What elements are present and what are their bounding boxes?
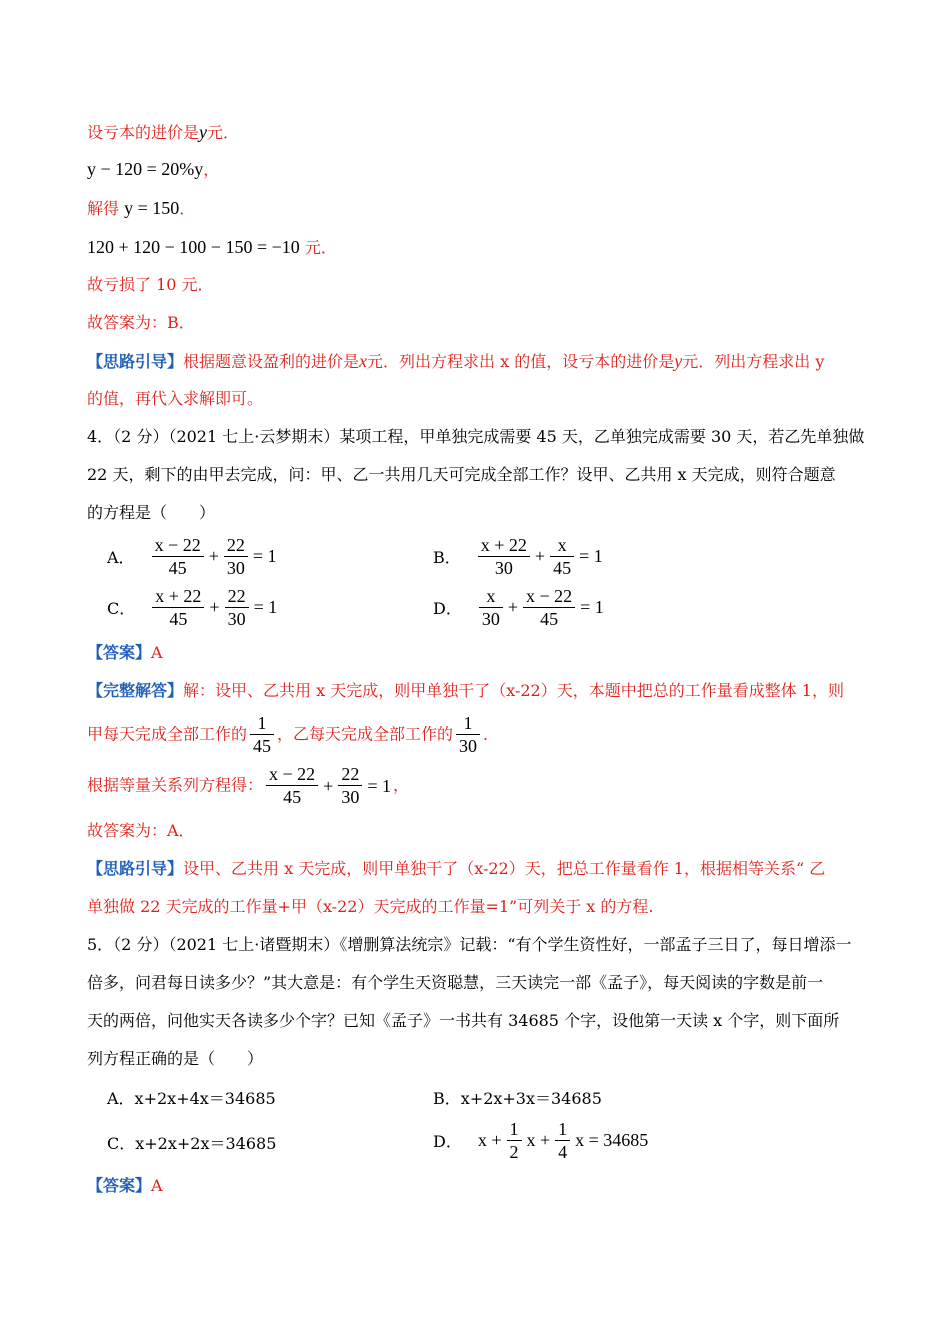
guide-line-2: 的值，再代入求解即可。 [87,389,264,408]
fraction [456,712,480,757]
q4-option-b [433,534,605,579]
q5-line-4: 列方程正确的是（ ） [87,1049,264,1068]
equation: 120 + 120 − 100 − 150 = −10 [87,237,300,257]
option-label: D． [433,1132,462,1151]
text: 元． [207,123,240,142]
fraction [152,585,204,630]
text: ． [483,724,500,744]
denominator: 30 [341,787,360,807]
q5-line-3: 天的两倍，问他实天各读多少个字？已知《孟子》一书共有 34685 个字，设他第一天读 x 个字，则下面所 [87,1011,840,1030]
guide-tag: 【思路引导】 [87,352,184,371]
text: ， [392,775,409,795]
numerator: 1 [250,712,274,735]
numerator: x + 22 [478,534,530,557]
q4-answer [87,642,163,664]
answer-value: A [151,1176,163,1195]
text: ， [203,160,220,179]
q4-full-line-2 [87,712,499,757]
rhs: = 1 [252,546,277,566]
text: 元．列出方程求出 x 的值，设亏本的进价是 [367,352,675,371]
solution-line-3 [87,197,195,220]
q4-line-3: 的方程是（ ） [87,503,216,522]
text: 甲每天完成全部工作的 [87,724,248,744]
fraction [338,763,362,808]
q4-option-c [107,585,279,630]
operator: + [209,597,220,617]
term: x = 34685 [575,1130,649,1150]
solution-line-5: 故亏损了 10 元． [87,275,214,294]
denominator: 45 [553,558,572,578]
q4-line-1: 4．（2 分）（2021 七上·云梦期末）某项工程，甲单独完成需要 45 天，乙单独完成需要 30 天，若乙先单独做 [87,427,865,446]
term: x + [526,1130,551,1150]
numerator: 22 [225,585,249,608]
option-label: D． [433,599,462,618]
text: 元． [304,238,337,257]
rhs: = 1 [253,597,278,617]
numerator: 22 [338,763,362,786]
q4-guide-line-2: 单独做 22 天完成的工作量+甲（x-22）天完成的工作量=1”可列关于 x 的方程. [87,897,654,916]
fraction [555,1118,570,1163]
solution-line-2 [87,158,219,181]
term: x + [477,1130,502,1150]
operator: + [534,546,546,566]
operator: + [507,597,518,617]
q4-option-a [107,534,279,579]
numerator: x − 22 [152,534,204,557]
q5-option-d [433,1118,650,1163]
fraction [225,585,249,630]
numerator: x [550,534,574,557]
fraction [550,534,574,579]
q5-option-b: B．x+2x+3x＝34685 [433,1089,602,1108]
text: ，乙每天完成全部工作的 [277,724,454,744]
guide-line-1 [87,350,824,373]
numerator: 22 [224,534,248,557]
fraction [507,1118,522,1163]
q5-answer [87,1175,163,1197]
q5-line-1: 5．（2 分）（2021 七上·诸暨期末）《增删算法统宗》记载：“有个学生资性好，一部孟子三日了，每日增添一 [87,935,852,954]
solution-line-6: 故答案为：B． [87,313,195,332]
answer-value: A [151,643,163,662]
q4-guide-line-1 [87,858,825,880]
equation: y = 150 [124,198,180,218]
q4-full-line-3 [87,763,409,808]
text: 解得 [87,199,120,218]
q5-option-c: C．x+2x+2x＝34685 [107,1134,277,1153]
denominator: 2 [509,1142,519,1162]
denominator: 30 [494,558,513,578]
denominator: 4 [558,1142,568,1162]
denominator: 45 [283,787,302,807]
denominator: 30 [226,558,245,578]
fraction [266,763,318,808]
numerator: x [479,585,503,608]
equation: y − 120 = 20%y [87,159,204,179]
text: 设亏本的进价是 [87,123,200,142]
q4-option-d [433,585,606,630]
answer-tag: 【答案】 [87,643,152,662]
denominator: 30 [227,609,246,629]
numerator: 1 [507,1118,522,1141]
text: 解：设甲、乙共用 x 天完成，则甲单独干了（x-22）天，本题中把总的工作量看成整体 1，则 [183,681,844,700]
operator: + [208,546,219,566]
full-solution-tag: 【完整解答】 [87,681,184,700]
fraction [479,585,503,630]
fraction [224,534,248,579]
var: y [199,122,208,142]
answer-tag: 【答案】 [87,1176,152,1195]
denominator: 30 [481,609,500,629]
fraction [152,534,204,579]
rhs: = 1 [580,597,604,617]
var: y [674,351,683,371]
text: 元．列出方程求出 y [682,352,825,371]
option-label: B． [433,548,461,567]
denominator: 45 [168,558,187,578]
solution-line-4 [87,236,337,259]
fraction [250,712,274,757]
fraction [523,585,575,630]
text: ． [179,199,196,218]
q4-full-line-4: 故答案为：A． [87,821,195,840]
q5-line-2: 倍多，问君每日读多少？”其大意是：有个学生天资聪慧，三天读完一部《孟子》，每天阅读的字数是前一 [87,973,824,992]
var: x [359,351,368,371]
numerator: 1 [456,712,480,735]
numerator: x − 22 [266,763,318,786]
numerator: x − 22 [523,585,575,608]
text: 根据题意设盈利的进价是 [183,352,360,371]
q4-full-line-1 [87,680,844,702]
denominator: 30 [459,736,478,756]
fraction [478,534,530,579]
denominator: 45 [540,609,559,629]
rhs: = 1 [367,775,391,796]
denominator: 45 [253,736,272,756]
q5-option-a: A．x+2x+4x＝34685 [107,1089,276,1108]
option-label: A． [107,548,135,567]
solution-line-1 [87,121,239,144]
text: 根据等量关系列方程得： [87,775,264,795]
operator: + [323,775,334,796]
q4-line-2: 22 天，剩下的由甲去完成，问：甲、乙一共用几天可完成全部工作？设甲、乙共用 x 天完成，则符合题意 [87,465,836,484]
numerator: x + 22 [152,585,204,608]
rhs: = 1 [579,546,603,566]
numerator: 1 [555,1118,570,1141]
text: 设甲、乙共用 x 天完成，则甲单独干了（x-22）天，把总工作量看作 1，根据相等关系“ 乙 [183,859,826,878]
denominator: 45 [169,609,188,629]
guide-tag: 【思路引导】 [87,859,184,878]
option-label: C． [107,599,136,618]
